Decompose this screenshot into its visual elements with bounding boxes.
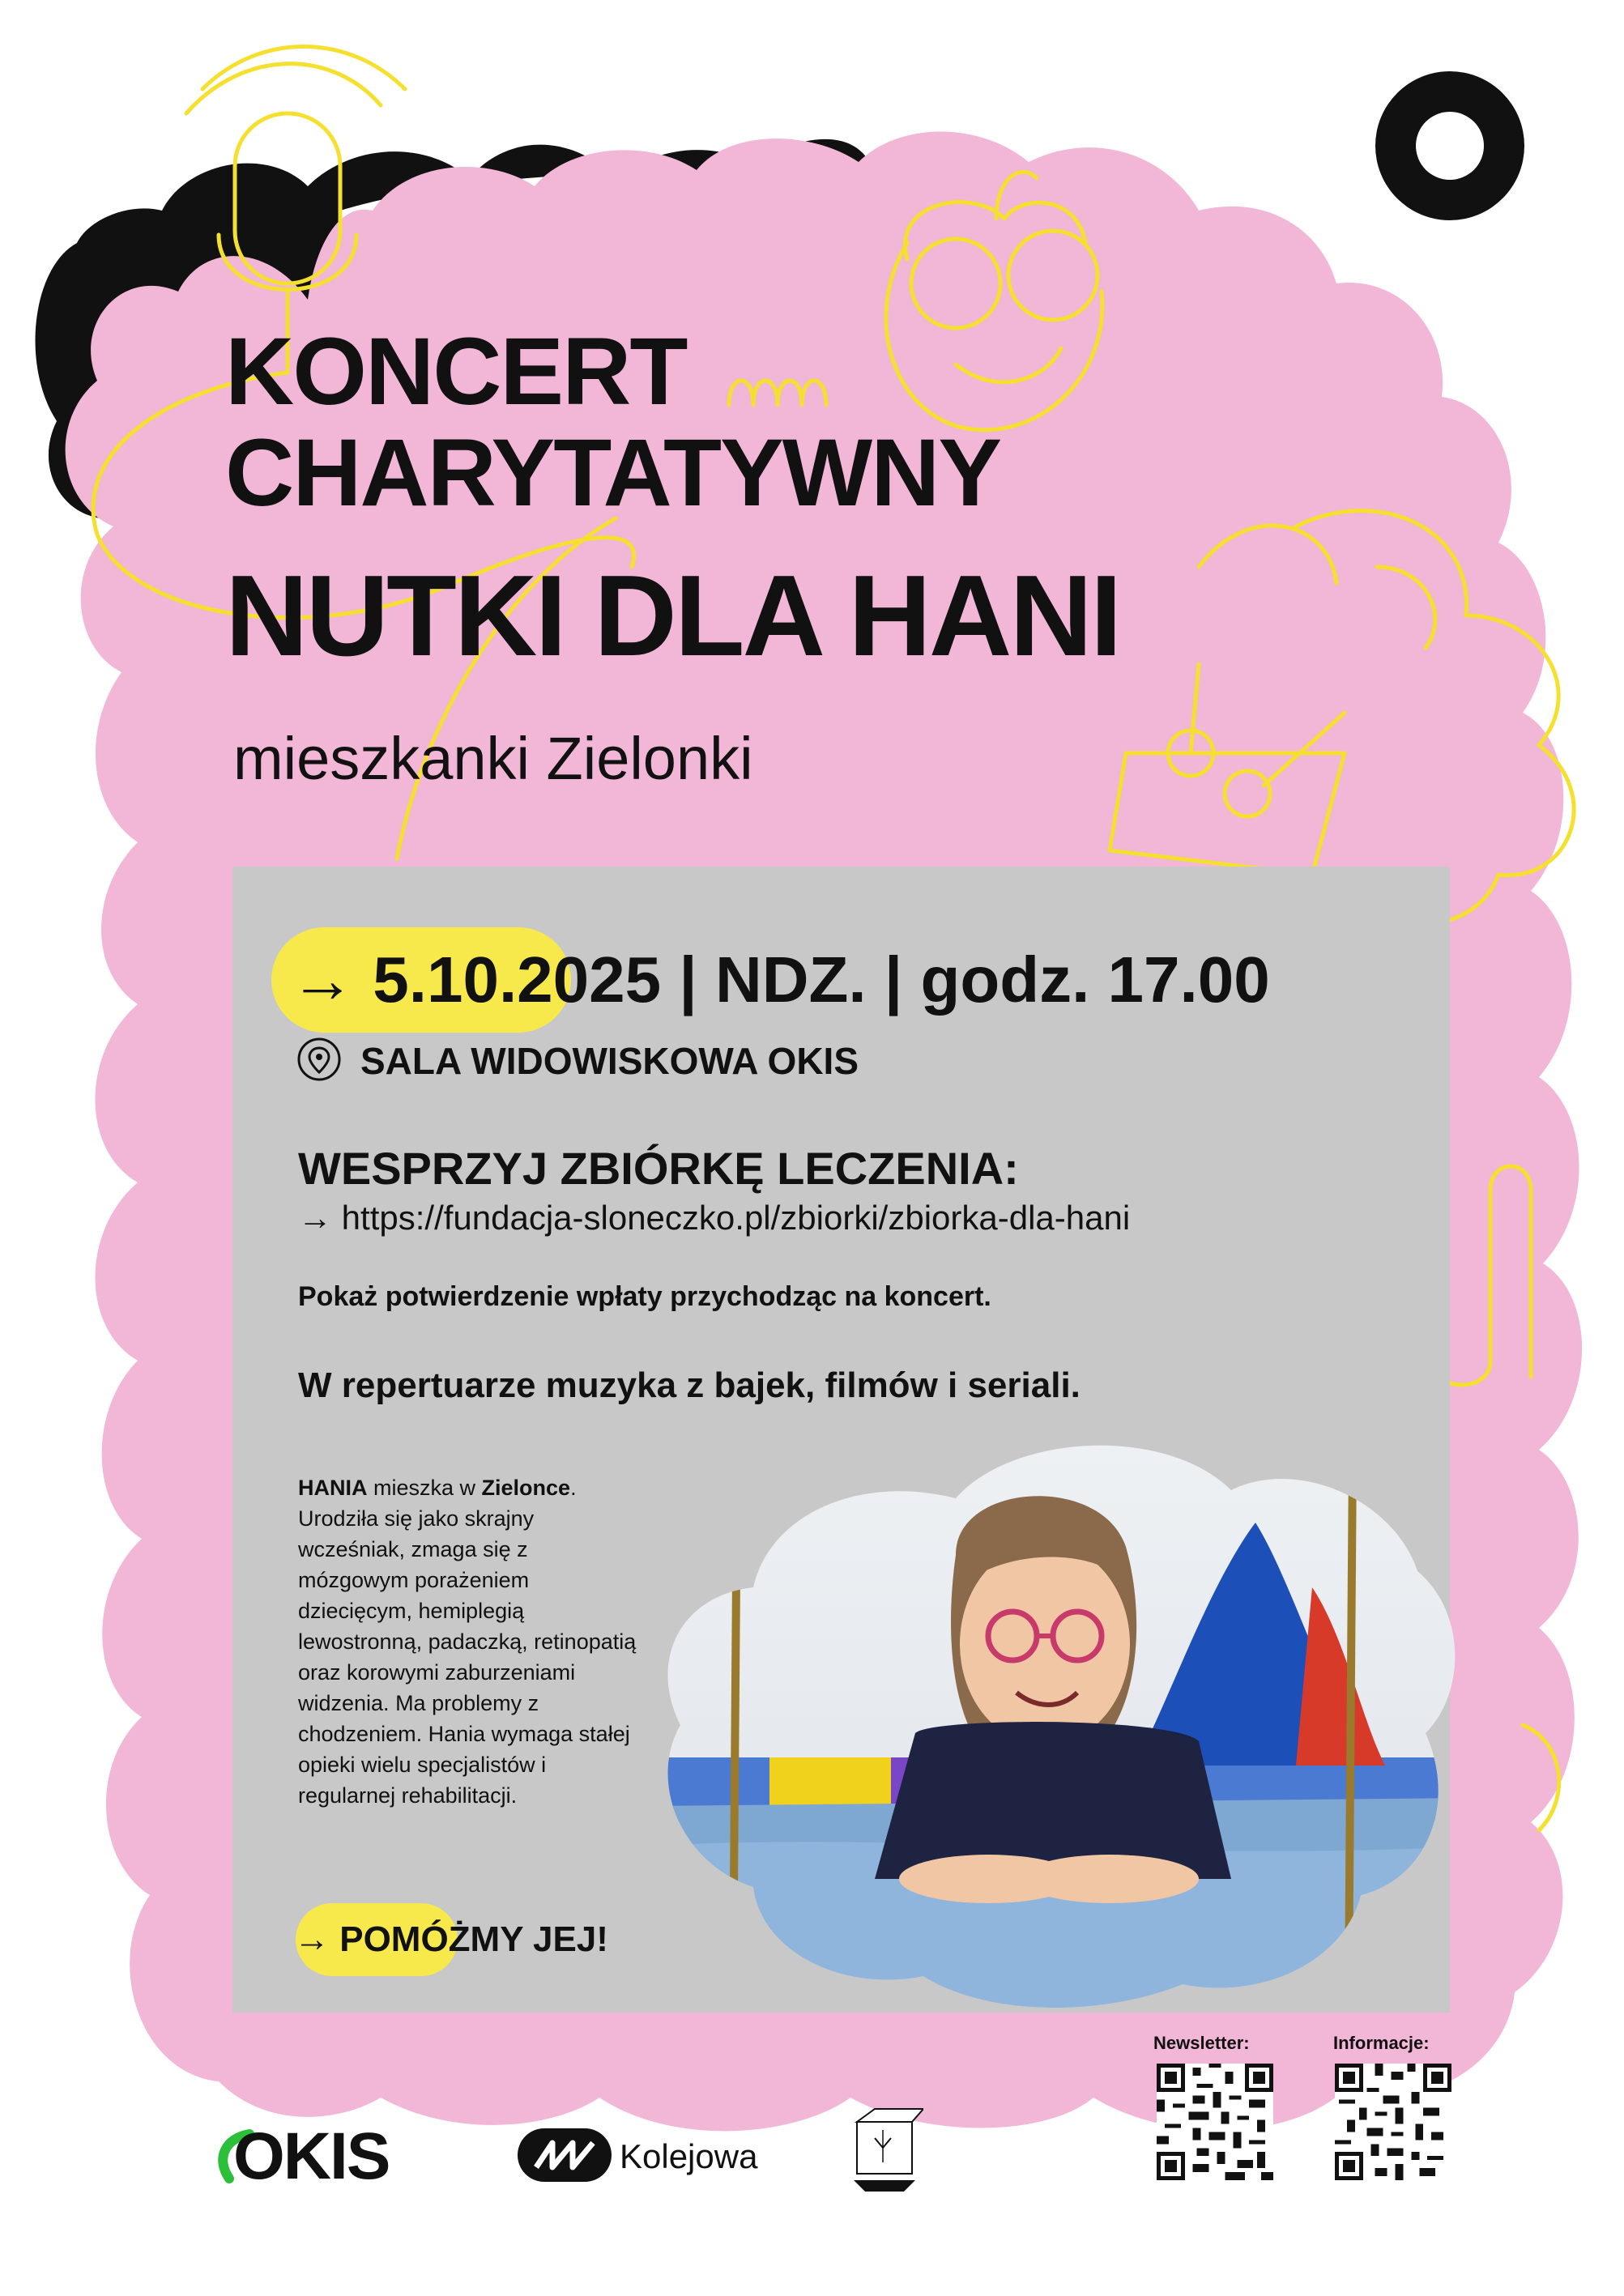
event-venue: SALA WIDOWISKOWA OKIS	[360, 1040, 859, 1082]
info-qr-code[interactable]	[1335, 2064, 1451, 2180]
kolejowa-logo-icon	[516, 2127, 613, 2183]
miasto-zielonki-logo-icon[interactable]	[850, 2106, 923, 2195]
cta-label: POMÓŻMY JEJ!	[339, 1919, 608, 1959]
subtitle: mieszkanki Zielonki	[233, 725, 753, 792]
story-fragment: .	[570, 1476, 577, 1500]
story-name: HANIA	[298, 1476, 368, 1500]
event-day: NDZ.	[715, 944, 867, 1016]
title-line-3: NUTKI DLA HANI	[225, 552, 1120, 680]
newsletter-qr-code[interactable]	[1157, 2064, 1273, 2180]
child-photo	[648, 1425, 1466, 2017]
support-heading: WESPRZYJ ZBIÓRKĘ LECZENIA:	[298, 1143, 1019, 1194]
info-label: Informacje:	[1333, 2033, 1430, 2053]
title-line-1: KONCERT	[225, 318, 687, 425]
cta-help[interactable]	[294, 1919, 608, 1960]
support-url[interactable]: https://fundacja-sloneczko.pl/zbiorki/zbiorka-dla-hani	[341, 1199, 1131, 1237]
okis-logo[interactable]: OKIS	[233, 2119, 390, 2193]
arrow-right-icon: →	[290, 944, 355, 1016]
separator: |	[679, 944, 697, 1016]
title-line-2: CHARYTATYWNY	[225, 420, 1001, 526]
story-fragment: mieszka w	[367, 1476, 482, 1500]
event-time: godz. 17.00	[920, 944, 1270, 1016]
story-place: Zielonce	[481, 1476, 571, 1500]
arrow-right-icon: →	[294, 1919, 330, 1959]
event-date: 5.10.2025	[373, 944, 662, 1016]
story-body: Urodziła się jako skrajny wcześniak, zmaga się z mózgowym porażeniem dziecięcym, hemiplegią lewostronną, padaczką, retinopatią oraz korowymi zaburzeniami widzenia. Ma problemy z chodzeniem. Hania wymaga stałej opieki wielu specjalistów i regularnej rehabilitacji.	[298, 1506, 637, 1808]
repertoire-text: W repertuarze muzyka z bajek, filmów i seriali.	[298, 1365, 1081, 1405]
event-date-row	[290, 944, 1270, 1016]
payment-note: Pokaż potwierdzenie wpłaty przychodząc na koncert.	[298, 1281, 991, 1312]
story-text	[298, 1472, 638, 1811]
support-url-row	[298, 1199, 1130, 1237]
newsletter-label: Newsletter:	[1153, 2033, 1250, 2053]
arrow-right-icon: →	[298, 1199, 332, 1237]
separator: |	[884, 944, 903, 1016]
location-pin-icon	[295, 1035, 343, 1084]
kolejowa-logo[interactable]: Kolejowa	[620, 2137, 758, 2175]
